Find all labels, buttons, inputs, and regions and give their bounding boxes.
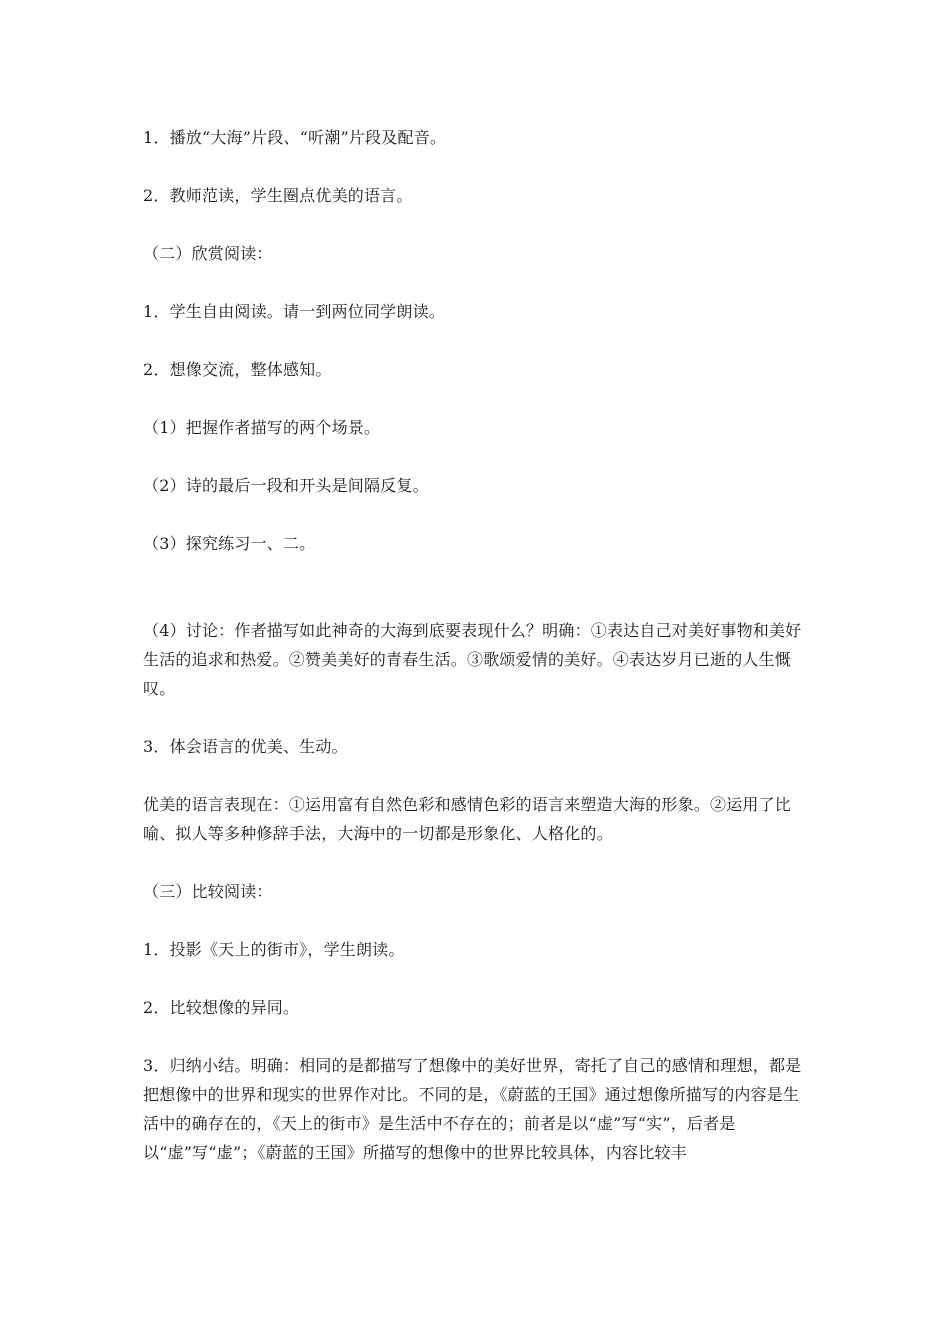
section-heading-appreciative-reading: （二）欣赏阅读： <box>143 244 273 263</box>
paragraph-item-1: （1）把握作者描写的两个场景。 <box>143 418 381 437</box>
paragraph-language-features: 优美的语言表现在：①运用富有自然色彩和感情色彩的语言来塑造大海的形象。②运用了比喻、拟人等多种修辞手法，大海中的一切都是形象化、人格化的。 <box>143 795 792 843</box>
paragraph-language-appreciation: 3．体会语言的优美、生动。 <box>143 737 348 756</box>
paragraph-item-2: （2）诗的最后一段和开头是间隔反复。 <box>143 476 429 495</box>
paragraph-compare-imagination: 2．比较想像的异同。 <box>143 998 300 1017</box>
paragraph-projection: 1．投影《天上的街市》，学生朗读。 <box>143 940 405 959</box>
paragraph-item-3: （3）探究练习一、二。 <box>143 534 316 553</box>
section-heading-comparative-reading: （三）比较阅读： <box>143 882 273 901</box>
paragraph-imagination-exchange: 2．想像交流，整体感知。 <box>143 360 332 379</box>
paragraph-free-reading: 1．学生自由阅读。请一到两位同学朗读。 <box>143 302 445 321</box>
paragraph-teacher-reading: 2．教师范读，学生圈点优美的语言。 <box>143 186 413 205</box>
paragraph-play-media: 1．播放“大海”片段、“听潮”片段及配音。 <box>143 128 447 147</box>
paragraph-item-4-discussion: （4）讨论：作者描写如此神奇的大海到底要表现什么？明确：①表达自己对美好事物和美好生活的追求和热爱。②赞美美好的青春生活。③歌颂爱情的美好。④表达岁月已逝的人生慨叹。 <box>143 621 802 698</box>
paragraph-summary: 3．归纳小结。明确：相同的是都描写了想像中的美好世界，寄托了自己的感情和理想，都是把想像中的世界和现实的世界作对比。不同的是，《蔚蓝的王国》通过想像所描写的内容是生活中的确存在的，《天上的街市》是生活中不存在的；前者是以“虚”写“实”，后者是以“虚”写“虚”；《蔚蓝的王国》所描写的想像中的世界比较具体，内容比较丰 <box>143 1056 802 1162</box>
